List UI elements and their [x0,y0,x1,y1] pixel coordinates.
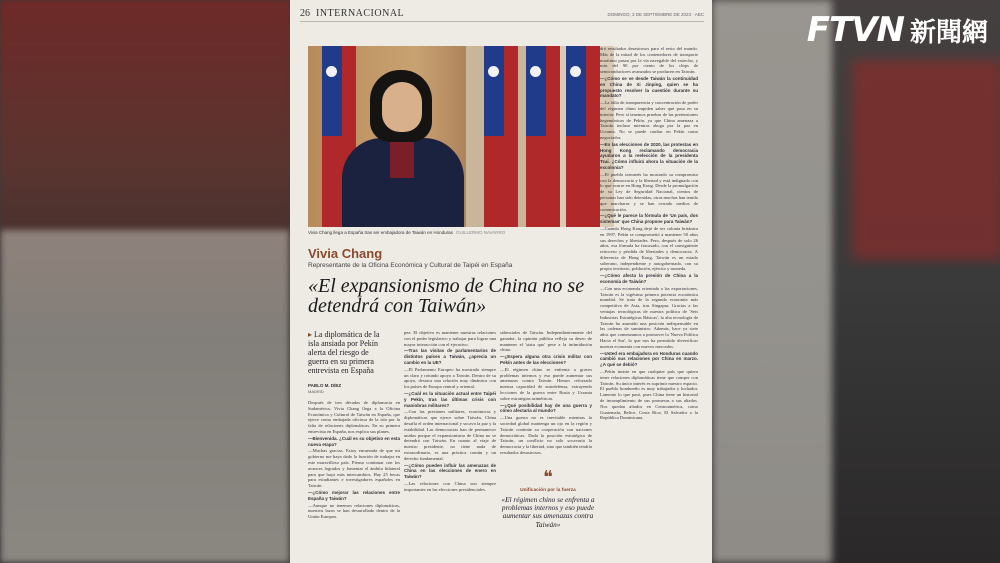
lead-text: La diplomática de la isla ansiada por Pekín alerta del riesgo de guerra en su primera entrevista en España [308,330,380,375]
interview-question: —En las elecciones de 2020, las protestas en Hong Kong reclamando democracia ayudaron a la reelección de la presidenta Tsai. ¿Cómo influirá ahora la situación de la excolonia? [600,141,698,170]
text-column-3 [500,330,592,466]
person-shirt [390,138,414,178]
page-header [300,8,704,22]
interviewee-name: Vivia Chang [308,246,383,261]
flag-sun [488,66,499,77]
photo-caption [308,230,614,235]
interview-paragraph: drá resultados desastrosos para el resto del mundo. Más de la mitad de los contenedores de transporte marítimo pasan por la vía navegable del estrecho, y más del 90 por ciento de los chips de semiconductores avanzados se producen en Taiwán. [600,46,698,75]
interview-paragraph: —La falta de transparencia y concentración de poder del régimen chino impiden saber qué pasa en su interior. Pero sí tenemos pruebas de las pretensiones hegemónicas de Pekín, ya que China amenaza a Taiwán incluso mientras aboga por la paz en Ucrania. No se puede confiar en Pekín como negociador. [600,100,698,140]
interview-paragraph: —Una guerra no es inevitable mientras la sociedad global mantenga un ojo en la región y Taiwán continúe su cooperación con naciones democráticas. Dada la posición estratégica de Taiwán, un conflicto no solo socavaría la democracia y la libertad, sino que también tendría resultados desastrosos. [500,415,592,455]
section-title: INTERNACIONAL [316,8,405,19]
interview-question: —Tras las visitas de parlamentarios de distintos países a Taiwán, ¿aprecia un cambio en la UE? [404,348,496,365]
interview-paragraph: Después de tres décadas de diplomacia en Sudamérica, Vivia Chang llega a la Oficina Económica y Cultural de Taiwán en España, que ejerce como embajada oficiosa de la isla por la falta de relaciones diplomáticas. En su primera entrevista en España, nos explica sus planes. [308,400,400,434]
interview-paragraph: —Cuando Hong Kong dejó de ser colonia británica en 1997, Pekín se comprometió a mantener 50 años sus derechos y libertades. Pero, después de solo 26 años, esa fórmula ha fracasado, con el consiguiente retroceso y pérdida de libertades y democracia. A diferencia de Hong Kong, Taiwán es un estado soberano, independiente y autogobernado, con su propio territorio, población, ejército y moneda. [600,225,698,272]
interview-paragraph: sidenciales de Taiwán. Independientemente del ganador, la opinión pública refleja su deseo de mantener el 'statu quo' pese a la intimidación china. [500,330,592,353]
interview-paragraph: —El régimen chino se enfrenta a graves problemas internos y eso puede aumentar sus amenazas contra Taiwán. Hemos reforzado nuestra capacidad de autodefensa, extrayendo lecciones de la guerra entre Rusia y Ucrania sobre estrategias asimétricas. [500,366,592,401]
flag-canton [322,46,342,136]
interview-paragraph: —Muchas gracias. Estoy encantada de que mi gobierno me haya dado la función de trabajar en este maravilloso país. Pienso continuar con los avances logrados y fomentar el ámbito bilateral para que haya más intercambios. Hay 25 becas para estudiantes e investigadores españoles en Taiwán. [308,448,400,489]
flag-canton [566,46,586,136]
blurred-paper [0,230,290,563]
flag-sun [570,66,581,77]
interview-paragraph: —El pueblo taiwanés ha mostrado su compromiso con la democracia y la libertad y está indignado con lo que ocurre en Hong Kong. Desde la promulgación de su Ley de Seguridad Nacional, cientos de personas han sido detenidas, otras muchas han tenido que marcharse y se han cerrado medios de comunicación. [600,171,698,212]
interview-question: —¿Cómo afecta la presión de China a la economía de Taiwán? [600,273,698,285]
newspaper-page [290,0,712,563]
interview-question: —Usted era embajadora en Honduras cuando cambió sus relaciones por China en marzo. ¿A qué se debió? [600,350,698,368]
flag-canton [526,46,546,136]
interview-question: —¿Qué posibilidad hay de una guerra y cómo afectaría al mundo? [500,402,592,414]
interview-question: —¿Cómo pueden influir las amenazas de China en las elecciones de enero en Taiwán? [404,462,496,480]
interview-paragraph: —Las relaciones con China son siempre importantes en las elecciones presidenciales. [404,480,496,492]
broadcaster-logo [807,10,988,50]
interview-paragraph: pea. El objetivo es mantener nuestras relaciones con el poder legislativo y trabajar para lograr una mayor interacción con el ejecutivo. [404,330,496,347]
flag-canton [484,46,504,136]
interviewee-role: Representante de la Oficina Económica y Cultural de Taipéi en España [308,262,513,269]
interview-paragraph: —Con las presiones militares, económicas y diplomáticas que ejerce sobre Taiwán, China desafía el orden internacional y socava la paz y la estabilidad. Las democracias han de permanecer unidas porque el expansionismo de China no se detendrá con Taiwán. En cuanto al viaje de nuestro presidente, no tiene nada de extraordinario, es una práctica común y un derecho fundamental. [404,409,496,461]
pull-quote [500,467,596,529]
text-column-4 [600,46,698,557]
article-lead [308,330,388,375]
edition-date: DOMINGO, 3 DE SEPTIEMBRE DE 2023 · ABC [607,12,704,17]
logo-text: 新聞網 [909,17,988,48]
interview-paragraph: —Con una economía orientada a las exportaciones, Taiwán es la vigésima primera potencia económica mundial. Se trata de la segunda economía más competitiva de Asia, tras Singapur. Gracias a las ventajas tecnológicas de nuestra política de 'Seis Industrias Estratégicas Básicas', la alta tecnología de Taiwán ha asumido una posición indispensable en las cadenas de suministro. Además, hace ya siete años que comenzamos a promover la 'Nueva Política Hacia el Sur', lo que nos ha permitido diversificar nuestra economía con nuevos mercados. [600,285,698,349]
logo-mark: FTVN [806,10,904,50]
person-face [382,82,422,132]
flag-sun [530,66,541,77]
pull-quote-header: Unificación por la fuerza [520,488,576,493]
flag-sun [326,66,337,77]
interview-photo [308,46,614,227]
blurred-flag [852,60,1000,260]
article-headline: «El expansionismo de China no se detendrá con Taiwán» [308,275,585,317]
interview-question: —¿Espera alguna otra crisis militar con Pekín antes de las elecciones? [500,354,592,365]
text-column-2 [404,330,496,557]
blurred-paper [712,0,832,563]
interview-paragraph: —Pekín insiste en que cualquier país que quiera tener relaciones diplomáticas tiene que romper con Taiwán. Su único interés es suprimir nuestro espacio. El pueblo hondureño es muy trabajador y luchador. Lamento lo que pasó, pues China tiene un historial de incumplimiento de sus promesas a sus aliados. Nos quedan aliados en Centroamérica, como Guatemala, Belice, Costa Rica, El Salvador o la República Dominicana. [600,369,698,421]
interview-paragraph: —Aunque no tenemos relaciones diplomáticas, nuestros lazos se han desarrollado dentro de la Unión Europea. [308,502,400,520]
lead-arrow-icon: ▸ [308,330,313,339]
blurred-background-right [712,0,1000,563]
photo-credit: GUILLERMO NAVARRO [455,230,506,235]
byline-place: MADRID [308,389,324,394]
pull-quote-text: «El régimen chino se enfrenta a problemas internos y eso puede aumentar sus amenazas contra Taiwán» [501,495,595,529]
interview-question: —¿Cómo mejorar las relaciones entre España y Taiwán? [308,489,400,501]
text-column-1 [308,400,400,557]
page-number: 26 [300,8,310,19]
interview-question: —¿Qué le parece la fórmula de 'Un país, dos sistemas' que China propone para Taiwán? [600,213,698,225]
quote-mark-icon: ❝ [543,467,553,488]
interview-paragraph: —El Parlamento Europeo ha mostrado siempre un claro y rotundo apoyo a Taiwán. Dentro de su apoyo, destaca una relación muy dinámica con los países de Europa central y oriental. [404,366,496,390]
caption-text: Vivia Chang llega a España tras ser embajadora de Taiwán en Honduras [308,230,453,235]
byline-author: PABLO M. DÍEZ [308,383,342,388]
interview-question: —¿Cómo se ve desde Taiwán la continuidad en China de Xi Jinping, quien se ha propuesto resolver la cuestión durante su mandato? [600,75,698,99]
interview-question: —¿Cuál es la situación actual entre Taipéi y Pekín, tras las últimas crisis con maniobras militares? [404,390,496,408]
interview-question: —Bienvenida. ¿Cuál es su objetivo en esta nueva etapa? [308,435,400,447]
blurred-background-left [0,0,290,563]
